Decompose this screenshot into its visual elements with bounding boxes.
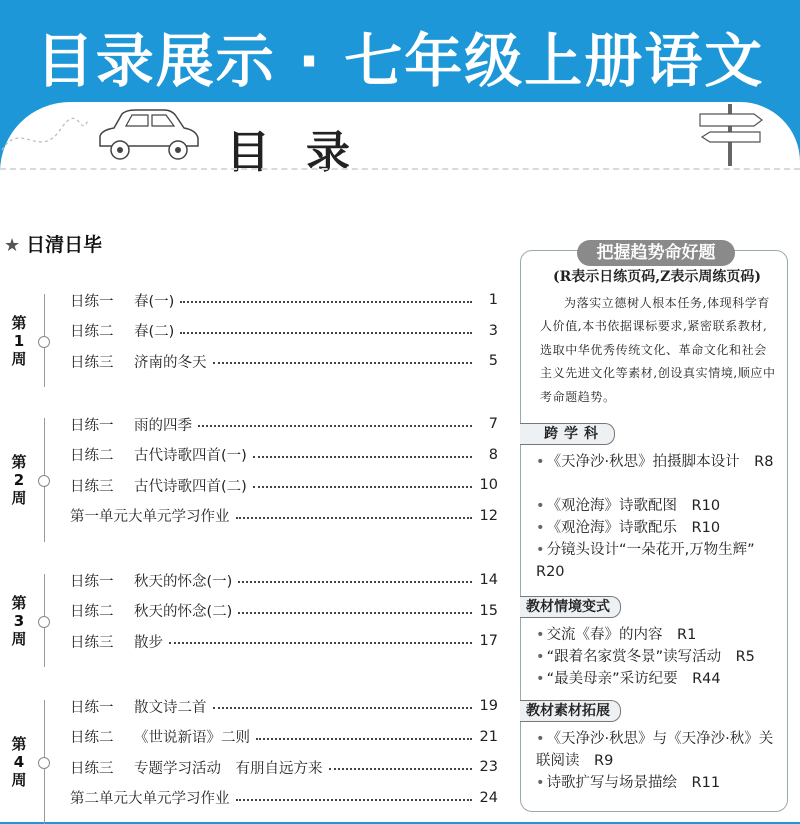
- entry-label: 日练三: [70, 634, 114, 651]
- entry-title: 古代诗歌四首(二): [134, 478, 247, 495]
- entry-label: 日练一: [70, 573, 114, 590]
- entry-title: 散步: [134, 634, 163, 651]
- dot-leader: [169, 642, 472, 644]
- entry-title: 散文诗二首: [134, 699, 207, 716]
- entry-page: 7: [488, 416, 498, 432]
- entry-page: 1: [488, 292, 498, 308]
- entry-page: 23: [479, 759, 498, 775]
- item-text: “最美母亲”采访纪要 R44: [546, 671, 721, 687]
- bullet-icon: •: [536, 775, 545, 791]
- week-marker: [38, 757, 50, 769]
- section-heading: [4, 230, 102, 257]
- category-item: [536, 646, 786, 668]
- entry-page: 24: [479, 789, 498, 806]
- dot-leader: [329, 768, 473, 770]
- dot-leader: [180, 332, 472, 334]
- entry-label: 日练二: [70, 730, 114, 746]
- panel-note: (R表示日练页码,Z表示周练页码): [553, 269, 761, 285]
- bullet-icon: •: [536, 498, 545, 514]
- item-text: 交流《春》的内容 R1: [546, 627, 697, 643]
- entry-title: 第二单元大单元学习作业: [70, 791, 230, 807]
- category-tag: 教材素材拓展: [520, 700, 621, 722]
- week-marker: [38, 336, 50, 348]
- week-label: 第 3 周: [11, 593, 27, 648]
- item-text: 诗歌扩写与场景描绘 R11: [546, 775, 721, 791]
- header-banner: [0, 0, 800, 108]
- toc-entry[interactable]: [70, 600, 498, 622]
- category-item: [536, 624, 786, 646]
- entry-title: 《世说新语》二则: [134, 730, 250, 746]
- entry-label: 日练三: [70, 354, 114, 371]
- car-illustration: [92, 106, 202, 164]
- category-item: [536, 517, 786, 539]
- entry-page: 10: [479, 477, 498, 493]
- bullet-icon: •: [536, 731, 545, 747]
- category-item: [536, 772, 786, 794]
- entry-title: 雨的四季: [134, 417, 192, 434]
- entry-label: 日练三: [70, 760, 114, 777]
- bullet-icon: •: [536, 542, 545, 558]
- week-label: 第 1 周: [11, 313, 27, 368]
- category-item: [536, 668, 786, 690]
- dot-leader: [236, 517, 473, 519]
- toc-entry[interactable]: [70, 289, 498, 311]
- week-marker: [38, 616, 50, 628]
- entry-page: 14: [479, 572, 498, 588]
- item-text: 《天净沙·秋思》拍摄脚本设计 R8: [546, 454, 774, 470]
- dot-leader: [238, 612, 472, 614]
- dot-leader: [213, 362, 473, 364]
- dot-leader: [253, 456, 472, 458]
- entry-label: 日练一: [70, 417, 114, 434]
- banner-title: 目录展示 · 七年级上册语文: [35, 27, 765, 95]
- toc-entry[interactable]: [70, 474, 498, 496]
- entry-title: 春(二): [134, 324, 175, 340]
- dot-leader: [253, 486, 472, 488]
- entry-title: 专题学习活动 有朋自远方来: [134, 760, 323, 777]
- panel-header: 把握趋势命好题: [577, 240, 735, 266]
- item-text: 《观沧海》诗歌配图 R10: [546, 498, 721, 514]
- entry-page: 19: [479, 698, 498, 714]
- item-text: 《天净沙·秋思》与《天净沙·秋》关联阅读 R9: [536, 731, 774, 769]
- entry-title: 春(一): [134, 293, 175, 310]
- entry-page: 3: [488, 322, 498, 339]
- item-text: 《观沧海》诗歌配乐 R10: [546, 520, 721, 536]
- week-marker: [38, 475, 50, 487]
- entry-label: 日练一: [70, 699, 114, 716]
- dot-leader: [238, 581, 472, 583]
- entry-page: 21: [479, 728, 498, 745]
- dot-leader: [180, 301, 472, 303]
- toc-entry[interactable]: [70, 320, 498, 342]
- section-title: 日清日毕: [26, 234, 103, 256]
- entry-page: 15: [479, 602, 498, 619]
- toc-entry[interactable]: [70, 630, 498, 652]
- toc-entry[interactable]: [70, 726, 498, 748]
- category-tag: 跨学科: [520, 423, 615, 445]
- category-item: [536, 539, 786, 583]
- panel-intro: 为落实立德树人根本任务,体现科学育人价值,本书依据课标要求,紧密联系教材,选取中华优秀传统文化、革命文化和社会主义先进文化等素材,创设真实情境,顺应中考命题趋势。: [540, 296, 776, 404]
- item-text: “跟着名家赏冬景”读写活动 R5: [546, 649, 755, 665]
- signpost-illustration: [690, 104, 770, 166]
- bullet-icon: •: [536, 671, 545, 687]
- toc-title: 目录: [226, 127, 386, 178]
- entry-label: 日练三: [70, 478, 114, 495]
- toc-entry[interactable]: [70, 569, 498, 591]
- toc-entry[interactable]: [70, 787, 498, 809]
- toc-entry[interactable]: [70, 444, 498, 466]
- toc-entry[interactable]: [70, 695, 498, 717]
- category-tag: 教材情境变式: [520, 596, 621, 618]
- divider: [0, 168, 800, 170]
- toc-entry[interactable]: [70, 756, 498, 778]
- entry-title: 第一单元大单元学习作业: [70, 509, 230, 525]
- entry-title: 济南的冬天: [134, 354, 207, 371]
- dot-leader: [256, 738, 472, 740]
- doodle-decoration: [0, 110, 90, 170]
- toc-entry[interactable]: [70, 350, 498, 372]
- entry-page: 12: [479, 507, 498, 524]
- entry-label: 日练二: [70, 324, 114, 340]
- category-item: [536, 728, 786, 772]
- bullet-icon: •: [536, 454, 545, 470]
- dot-leader: [213, 707, 473, 709]
- week-label: 第 2 周: [11, 452, 27, 507]
- bullet-icon: •: [536, 649, 545, 665]
- week-label: 第 4 周: [11, 734, 27, 789]
- entry-title: 秋天的怀念(一): [134, 573, 233, 590]
- toc-entry[interactable]: [70, 413, 498, 435]
- entry-page: 5: [488, 353, 498, 369]
- category-item: [536, 451, 786, 473]
- star-icon: ★: [4, 235, 21, 256]
- item-text: 分镜头设计“一朵花开,万物生辉” R20: [536, 542, 770, 580]
- entry-label: 日练二: [70, 448, 114, 464]
- entry-title: 古代诗歌四首(一): [134, 448, 247, 464]
- bullet-icon: •: [536, 520, 545, 536]
- entry-label: 日练一: [70, 293, 114, 310]
- bullet-icon: •: [536, 627, 545, 643]
- toc-entry[interactable]: [70, 505, 498, 527]
- entry-label: 日练二: [70, 604, 114, 620]
- entry-title: 秋天的怀念(二): [134, 604, 233, 620]
- entry-page: 8: [488, 446, 498, 463]
- dot-leader: [198, 425, 472, 427]
- category-item: [536, 495, 786, 517]
- entry-page: 17: [479, 633, 498, 649]
